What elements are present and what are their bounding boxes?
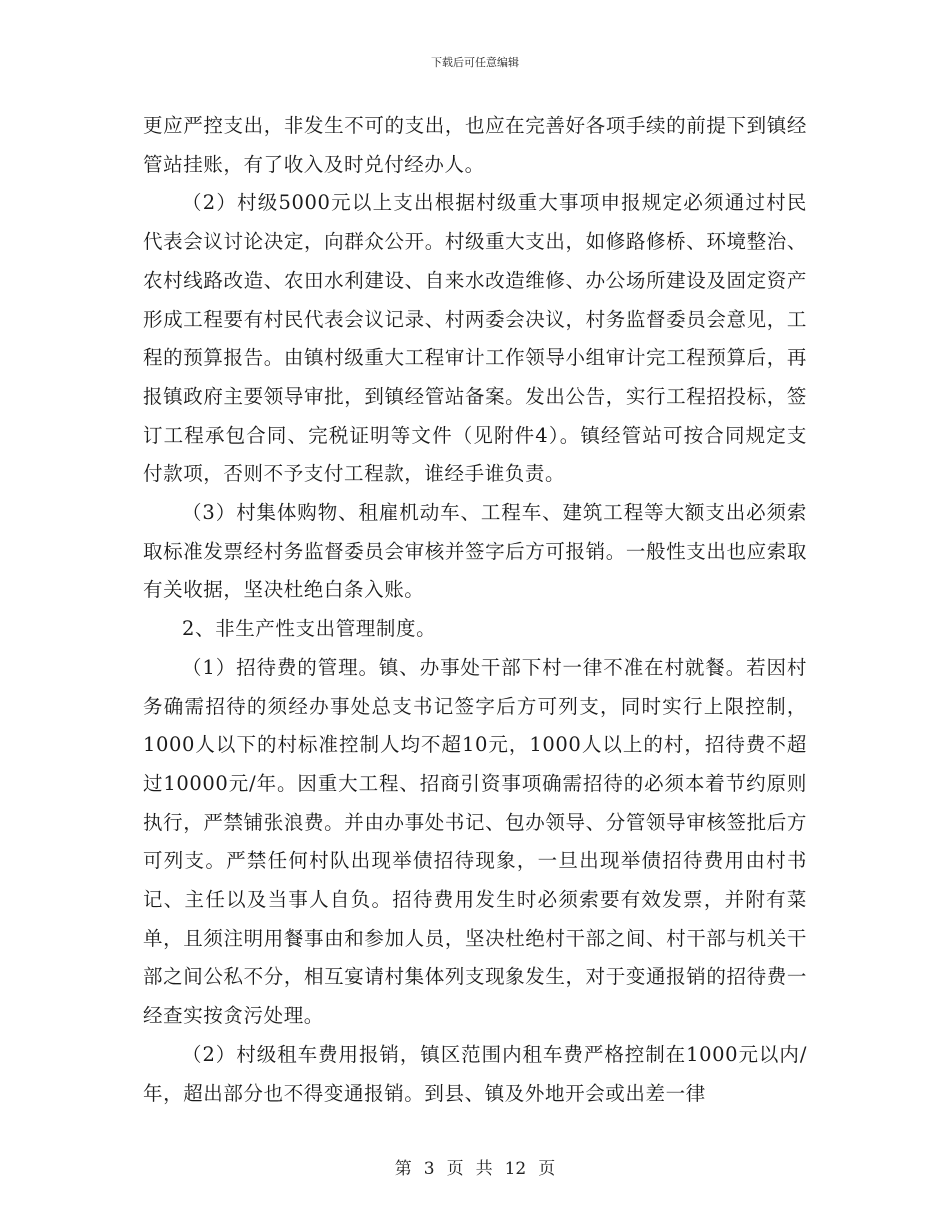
paragraph-hospitality-expenses: （1）招待费的管理。镇、办事处干部下村一律不准在村就餐。若因村务确需招待的须经办事处总支书记签字后方可列支，同时实行上限控制，1000人以下的村标准控制人均不超10元，1000人以上的村，招待费不超过10000元/年。因重大工程、招商引资事项确需招待的必须本着节约原则执行，严禁铺张浪费。并由办事处书记、包办领导、分管领导审核签批后方可列支。严禁任何村队出现举债招待现象，一旦出现举债招待费用由村书记、主任以及当事人自负。招待费用发生时必须索要有效发票，并附有菜单，且须注明用餐事由和参加人员，坚决杜绝村干部之间、村干部与机关干部之间公私不分，相互宴请村集体列支现象发生，对于变通报销的招待费一经查实按贪污处理。: [143, 655, 807, 1028]
paragraph-vehicle-rental: （2）村级租车费用报销，镇区范围内租车费严格控制在1000元以内/年，超出部分也不得变通报销。到县、镇及外地开会或出差一律: [143, 1042, 807, 1105]
paragraph-item-3: （3）村集体购物、租雇机动车、工程车、建筑工程等大额支出必须索取标准发票经村务监督委员会审核并签字后方可报销。一般性支出也应索取有关收据，坚决杜绝白条入账。: [143, 501, 807, 602]
paragraph-continuation: 更应严控支出，非发生不可的支出，也应在完善好各项手续的前提下到镇经管站挂账，有了收入及时兑付经办人。: [143, 114, 807, 176]
footer-total-label: 共: [475, 1159, 493, 1179]
current-page-number: 3: [423, 1159, 435, 1179]
footer-page-label: 页: [446, 1159, 464, 1179]
page-header: 下载后可任意编辑: [431, 56, 519, 69]
footer-suffix: 页: [538, 1159, 556, 1179]
document-body: [143, 107, 807, 1113]
page-footer: [0, 1154, 950, 1179]
footer-prefix: 第: [394, 1159, 412, 1179]
total-pages-number: 12: [504, 1159, 527, 1179]
paragraph-item-2: （2）村级5000元以上支出根据村级重大事项申报规定必须通过村民代表会议讨论决定，向群众公开。村级重大支出，如修路修桥、环境整治、农村线路改造、农田水利建设、自来水改造维修、办公场所建设及固定资产形成工程要有村民代表会议记录、村两委会决议，村务监督委员会意见，工程的预算报告。由镇村级重大工程审计工作领导小组审计完工程预算后，再报镇政府主要领导审批，到镇经管站备案。发出公告，实行工程招投标，签订工程承包合同、完税证明等文件（见附件4）。镇经管站可按合同规定支付款项，否则不予支付工程款，谁经手谁负责。: [143, 191, 807, 486]
section-heading-non-productive-expenses: 2、非生产性支出管理制度。: [182, 617, 437, 641]
